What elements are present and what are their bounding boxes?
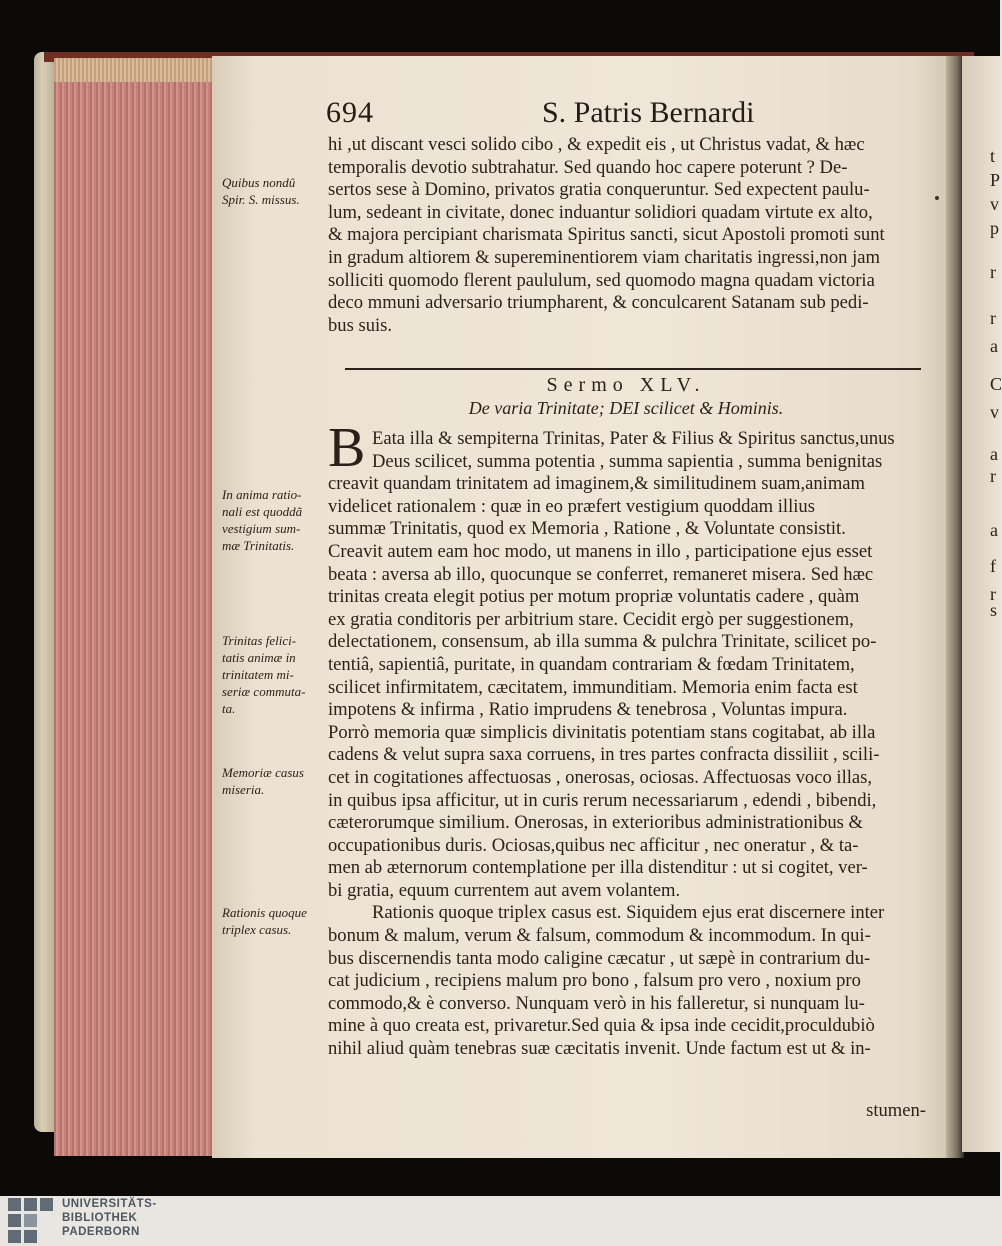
text-line: cat judicium , recipiens malum pro bono , falsum pro vero , noxium pro <box>328 970 861 992</box>
text-line: Eata illa & sempiterna Trinitas, Pater & Filius & Spiritus sanctus,unus <box>372 428 895 449</box>
text-line: commodo,& è converso. Nunquam verò in his falleretur, si nunquam lu- <box>328 992 865 1014</box>
text-line: cæterorumque similium. Onerosas, in exterioribus administrationibus & <box>328 812 864 834</box>
marginal-note-line: triplex casus. <box>222 922 292 937</box>
book-spine <box>34 52 56 1132</box>
marginal-note-line: seriæ commuta- <box>222 684 306 699</box>
sermon-title: Sermo XLV. <box>546 374 706 396</box>
text-block-previous-sermon <box>328 134 924 337</box>
facing-page-letter: s <box>990 600 998 620</box>
text-line: Rationis quoque triplex casus est. Siquidem ejus erat discernere inter <box>372 902 885 924</box>
facing-page-letter: t <box>990 146 996 166</box>
text-line: Porrò memoria quæ simplicis divinitatis potentiam stans cogitabat, ab illa <box>328 721 876 743</box>
sermon-subtitle: De varia Trinitate; DEI scilicet & Hominis. <box>468 398 784 418</box>
facing-page-letter: r <box>990 584 996 604</box>
marginal-note-line: tatis animæ in <box>222 650 296 665</box>
drop-cap: B <box>328 417 366 479</box>
text-line: impotens & infirma , Ratio imprudens & tenebrosa , Voluntas impura. <box>328 699 848 721</box>
text-line: cet in cogitationes affectuosas , onerosas, ociosas. Affectuosas voco illas, <box>328 766 873 788</box>
text-line: in gradum altiorem & supereminentiorem viam charitatis ingressi,non jam <box>328 246 880 268</box>
text-line: deco mmuni adversario triumpharent, & conculcarent Satanam sub pedi- <box>328 292 869 314</box>
library-name-line: BIBLIOTHEK <box>62 1212 138 1224</box>
facing-page-letter: a <box>990 336 998 356</box>
text-line: summæ Trinitatis, quod ex Memoria , Ratione , & Voluntate consistit. <box>328 518 846 540</box>
marginal-note-line: Rationis quoque <box>222 905 307 920</box>
marginal-note-line: vestigium sum- <box>222 521 301 536</box>
marginal-note-line: In anima ratio- <box>222 487 302 502</box>
catchword: stumen- <box>866 1100 926 1121</box>
text-line: beata : aversa ab illo, quocunque se conferret, remaneret misera. Sed hæc <box>328 563 874 585</box>
text-line: occupationibus duris. Ociosas,quibus nec afficitur , nec oneratur , & ta- <box>328 834 859 856</box>
text-line: solliciti quomodo flerent paululum, sed quomodo magna quadam victoria <box>328 269 875 291</box>
text-line: hi ,ut discant vesci solido cibo , & expedit eis , ut Christus vadat, & hæc <box>328 134 865 155</box>
library-footer <box>0 1196 1000 1246</box>
text-block-sermon-45 <box>328 428 924 1061</box>
marginal-note-line: miseria. <box>222 782 265 797</box>
text-line: delectationem, consensum, ab illa summa & pulchra Trinitate, scilicet po- <box>328 631 877 653</box>
text-line: scilicet infirmitatem, cæcitatem, immunditiam. Memoria enim facta est <box>328 676 858 698</box>
facing-page-letter: P <box>990 170 1001 190</box>
text-line: lum, sedeant in civitate, donec induantur solidiori quadam virtute ex alto, <box>328 201 873 223</box>
text-line: videlicet rationalem : quæ in eo præfert vestigium quoddam illius <box>328 495 815 517</box>
text-line: temporalis devotio subtrahatur. Sed quando hoc capere poterunt ? De- <box>328 156 848 178</box>
page-edges-top <box>54 58 220 82</box>
library-name-line: UNIVERSITÄTS- <box>62 1198 157 1210</box>
marginal-note-line: Memoriæ casus <box>222 765 304 780</box>
library-logo-icon <box>8 1198 56 1242</box>
facing-page-letter: a <box>990 444 998 464</box>
facing-page-letter: v <box>990 194 999 214</box>
text-line: bus discernendis tanta modo caligine cæcatur , ut sæpè in contrarium du- <box>328 947 871 969</box>
text-line: Creavit autem eam hoc modo, ut manens in illo , participatione ejus esset <box>328 540 873 562</box>
text-line: & majora percipiant charismata Spiritus sancti, sicut Apostoli promoti sunt <box>328 224 885 246</box>
marginal-note <box>222 632 305 717</box>
marginal-note-line: trinitatem mi- <box>222 667 294 682</box>
text-line: bonum & malum, verum & falsum, commodum & incommodum. In qui- <box>328 925 871 947</box>
text-line: tentiâ, sapientiâ, puritate, in quandam contrariam & fœdam Trinitatem, <box>328 653 855 675</box>
page-number: 694 <box>326 96 374 129</box>
text-line: bi gratia, equum currentem aut avem volantem. <box>328 879 681 901</box>
facing-page-letter: r <box>990 262 996 282</box>
marginal-note-line: nali est quoddã <box>222 504 303 519</box>
facing-page-letter: r <box>990 308 996 328</box>
text-line: bus suis. <box>328 314 393 336</box>
marginal-note-line: mæ Trinitatis. <box>222 538 295 553</box>
facing-page-letter: f <box>990 556 996 576</box>
facing-page-letter: v <box>990 402 999 422</box>
text-line: nihil aliud quàm tenebras suæ cæcitatis invenit. Unde factum est ut & in- <box>328 1038 871 1060</box>
text-line: in quibus ipsa afficitur, ut in curis rerum necessariarum , edendi , bibendi, <box>328 789 877 811</box>
marginal-note <box>222 174 300 208</box>
marginal-note-line: Spir. S. missus. <box>222 192 300 207</box>
marginal-note <box>222 486 302 554</box>
facing-page-letter: a <box>990 520 998 540</box>
text-line: sertos sese à Domino, privatos gratia conqueruntur. Sed expectent paulu- <box>328 179 870 201</box>
facing-page-letter: C <box>990 374 1002 394</box>
marginal-note-line: Quibus nondû <box>222 175 296 190</box>
marginal-note <box>222 764 304 798</box>
library-name-line: PADERBORN <box>62 1226 140 1238</box>
text-line: creavit quandam trinitatem ad imaginem,& similitudinem suam,animam <box>328 473 866 495</box>
ink-mark <box>935 196 939 200</box>
facing-page-letter: p <box>990 218 999 238</box>
marginal-note-line: Trinitas felici- <box>222 633 297 648</box>
marginal-note-line: ta. <box>222 701 236 716</box>
text-line: trinitas creata elegit potius per motum propriæ voluntatis cadere , quàm <box>328 586 860 608</box>
facing-page-letter: r <box>990 466 996 486</box>
running-head: S. Patris Bernardi <box>542 96 755 129</box>
text-line: men ab æternorum contemplatione per illa distenditur : ut si cogitet, ver- <box>328 857 868 879</box>
library-name <box>62 1197 157 1239</box>
text-line: mine à quo creata est, privaretur.Sed quia & ipsa inde cecidit,proculdubiò <box>328 1015 875 1037</box>
text-line: Deus scilicet, summa potentia , summa sapientia , summa benignitas <box>372 450 883 472</box>
marginal-note <box>222 904 307 938</box>
page-edges <box>54 58 220 1156</box>
text-line: ex gratia conditoris per arbitrium stare. Cecidit ergò per suggestionem, <box>328 608 854 630</box>
text-line: cadens & velut supra saxa corruens, in tres partes confracta dissiliit , scili- <box>328 744 880 766</box>
section-divider <box>345 368 921 370</box>
